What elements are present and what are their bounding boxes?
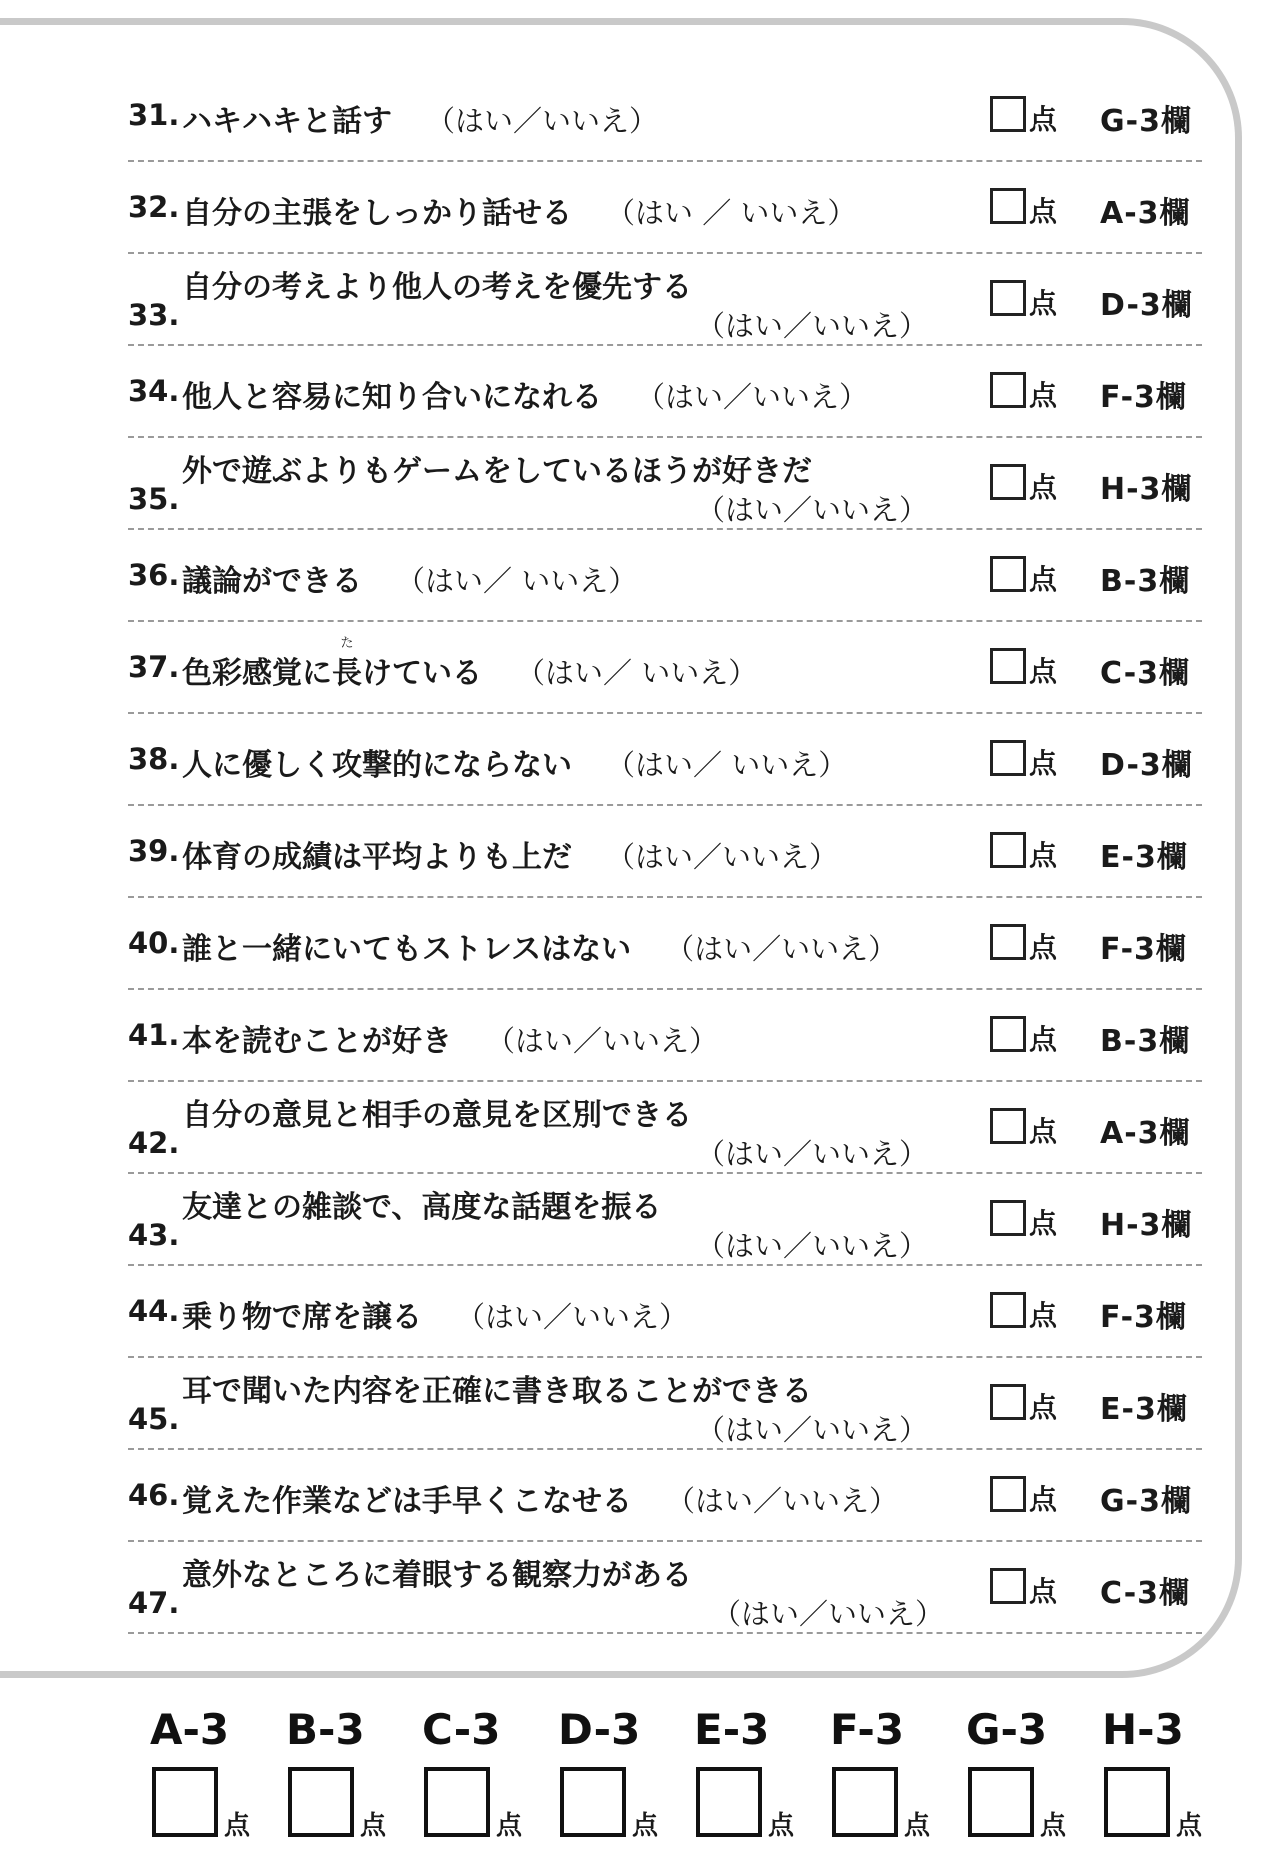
yes-no-choice[interactable]: （はい ／ いいえ）	[606, 196, 857, 230]
summary-score-box[interactable]	[560, 1767, 626, 1837]
score-box[interactable]	[990, 1568, 1026, 1604]
score-box[interactable]	[990, 1476, 1026, 1512]
column-ref: B-3欄	[1100, 564, 1191, 599]
question-row	[128, 254, 1202, 346]
question-row	[128, 1358, 1202, 1450]
point-label: 点	[1029, 1575, 1058, 1608]
column-ref: G-3欄	[1100, 104, 1192, 139]
score-box[interactable]	[990, 740, 1026, 776]
yes-no-choice[interactable]: （はい／いいえ）	[606, 840, 839, 874]
question-row	[128, 714, 1202, 806]
question-number: 35.	[128, 482, 180, 516]
question-row	[128, 1542, 1202, 1634]
column-ref: A-3欄	[1100, 196, 1191, 231]
summary-point-label: 点	[496, 1811, 523, 1841]
summary-point-label: 点	[768, 1811, 795, 1841]
question-number: 45.	[128, 1402, 180, 1436]
summary-point-label: 点	[904, 1811, 931, 1841]
point-label: 点	[1029, 839, 1058, 872]
point-label: 点	[1029, 747, 1058, 780]
question-text: ハキハキと話す （はい／いいえ）	[182, 104, 659, 139]
score-box[interactable]	[990, 1200, 1026, 1236]
question-row	[128, 70, 1202, 162]
question-text: 覚えた作業などは手早くこなせる （はい／いいえ）	[182, 1484, 899, 1519]
ruby-annotation: た 長	[332, 636, 362, 691]
question-text: 他人と容易に知り合いになれる （はい／いいえ）	[182, 380, 869, 415]
question-number: 38.	[128, 742, 180, 776]
question-number: 41.	[128, 1018, 180, 1052]
question-text: 体育の成績は平均よりも上だ （はい／いいえ）	[182, 840, 839, 875]
point-label: 点	[1029, 1207, 1058, 1240]
score-box[interactable]	[990, 280, 1026, 316]
score-box[interactable]	[990, 648, 1026, 684]
question-text: 乗り物で席を譲る （はい／いいえ）	[182, 1300, 689, 1335]
yes-no-choice[interactable]: （はい／いいえ）	[712, 1597, 945, 1631]
point-label: 点	[1029, 1391, 1058, 1424]
question-number: 43.	[128, 1218, 180, 1252]
yes-no-choice[interactable]: （はい／いいえ）	[696, 309, 929, 343]
score-box[interactable]	[990, 188, 1026, 224]
yes-no-choice[interactable]: （はい／いいえ）	[456, 1300, 689, 1334]
column-ref: H-3欄	[1100, 472, 1193, 507]
question-number: 40.	[128, 926, 180, 960]
question-text: 自分の考えより他人の考えを優先する	[182, 270, 692, 305]
question-row	[128, 622, 1202, 714]
column-ref: F-3欄	[1100, 380, 1187, 415]
question-text: 本を読むことが好き （はい／いいえ）	[182, 1024, 719, 1059]
score-box[interactable]	[990, 96, 1026, 132]
summary-label: D-3	[558, 1705, 641, 1754]
question-number: 39.	[128, 834, 180, 868]
score-box[interactable]	[990, 1384, 1026, 1420]
question-text: 人に優しく攻撃的にならない （はい／ いいえ）	[182, 748, 848, 783]
question-number: 34.	[128, 374, 180, 408]
question-row	[128, 1174, 1202, 1266]
score-box[interactable]	[990, 1016, 1026, 1052]
summary-score-box[interactable]	[832, 1767, 898, 1837]
column-ref: D-3欄	[1100, 748, 1193, 783]
summary-score-box[interactable]	[968, 1767, 1034, 1837]
question-row	[128, 346, 1202, 438]
point-label: 点	[1029, 471, 1058, 504]
summary-score-box[interactable]	[288, 1767, 354, 1837]
point-label: 点	[1029, 655, 1058, 688]
yes-no-choice[interactable]: （はい／ いいえ）	[396, 564, 638, 598]
summary-point-label: 点	[1176, 1811, 1203, 1841]
yes-no-choice[interactable]: （はい／いいえ）	[696, 1229, 929, 1263]
column-ref: E-3欄	[1100, 840, 1188, 875]
question-number: 33.	[128, 298, 180, 332]
column-ref: A-3欄	[1100, 1116, 1191, 1151]
yes-no-choice[interactable]: （はい／いいえ）	[696, 493, 929, 527]
summary-score-box[interactable]	[424, 1767, 490, 1837]
yes-no-choice[interactable]: （はい／いいえ）	[666, 1484, 899, 1518]
question-number: 44.	[128, 1294, 180, 1328]
yes-no-choice[interactable]: （はい／ いいえ）	[606, 748, 848, 782]
score-box[interactable]	[990, 372, 1026, 408]
column-ref: F-3欄	[1100, 1300, 1187, 1335]
question-number: 46.	[128, 1478, 180, 1512]
question-number: 42.	[128, 1126, 180, 1160]
score-box[interactable]	[990, 556, 1026, 592]
point-label: 点	[1029, 103, 1058, 136]
point-label: 点	[1029, 1299, 1058, 1332]
yes-no-choice[interactable]: （はい／いいえ）	[665, 932, 898, 966]
question-text: 耳で聞いた内容を正確に書き取ることができる	[182, 1374, 812, 1409]
question-text: 外で遊ぶよりもゲームをしているほうが好きだ	[182, 454, 812, 489]
summary-label: A-3	[150, 1705, 230, 1754]
summary-point-label: 点	[360, 1811, 387, 1841]
question-row	[128, 990, 1202, 1082]
question-text: 誰と一緒にいてもストレスはない （はい／いいえ）	[182, 932, 898, 967]
summary-label: E-3	[694, 1705, 770, 1754]
point-label: 点	[1029, 287, 1058, 320]
summary-label: F-3	[830, 1705, 905, 1754]
summary-label: B-3	[286, 1705, 365, 1754]
column-ref: C-3欄	[1100, 656, 1191, 691]
yes-no-choice[interactable]: （はい／いいえ）	[696, 1413, 929, 1447]
yes-no-choice[interactable]: （はい／ いいえ）	[516, 656, 758, 690]
question-text: 議論ができる （はい／ いいえ）	[182, 564, 638, 599]
summary-label: G-3	[966, 1705, 1048, 1754]
point-label: 点	[1029, 195, 1058, 228]
question-row	[128, 806, 1202, 898]
score-box[interactable]	[990, 1108, 1026, 1144]
column-ref: H-3欄	[1100, 1208, 1193, 1243]
yes-no-choice[interactable]: （はい／いいえ）	[636, 380, 869, 414]
column-ref: B-3欄	[1100, 1024, 1191, 1059]
question-number: 37.	[128, 650, 180, 684]
question-list	[128, 70, 1202, 1634]
question-row	[128, 438, 1202, 530]
yes-no-choice[interactable]: （はい／いいえ）	[426, 104, 659, 138]
point-label: 点	[1029, 1483, 1058, 1516]
score-box[interactable]	[990, 1292, 1026, 1328]
question-text: 色彩感覚に た 長けている （はい／ いいえ）	[182, 636, 758, 691]
score-box[interactable]	[990, 924, 1026, 960]
column-ref: F-3欄	[1100, 932, 1187, 967]
question-text: 友達との雑談で、高度な話題を振る	[182, 1190, 662, 1225]
summary-point-label: 点	[1040, 1811, 1067, 1841]
question-row	[128, 1266, 1202, 1358]
summary-point-label: 点	[224, 1811, 251, 1841]
question-row	[128, 1450, 1202, 1542]
summary-label: C-3	[422, 1705, 501, 1754]
question-number: 31.	[128, 98, 180, 132]
question-row	[128, 1082, 1202, 1174]
question-row	[128, 530, 1202, 622]
summary-score-box[interactable]	[1104, 1767, 1170, 1837]
summary-score-box[interactable]	[152, 1767, 218, 1837]
summary-point-label: 点	[632, 1811, 659, 1841]
question-text: 自分の主張をしっかり話せる （はい ／ いいえ）	[182, 196, 857, 231]
question-number: 36.	[128, 558, 180, 592]
column-ref: D-3欄	[1100, 288, 1193, 323]
question-number: 32.	[128, 190, 180, 224]
point-label: 点	[1029, 931, 1058, 964]
column-ref: C-3欄	[1100, 1576, 1191, 1611]
question-row	[128, 162, 1202, 254]
question-text: 自分の意見と相手の意見を区別できる	[182, 1098, 692, 1133]
column-ref: G-3欄	[1100, 1484, 1192, 1519]
point-label: 点	[1029, 379, 1058, 412]
question-row	[128, 898, 1202, 990]
point-label: 点	[1029, 563, 1058, 596]
question-text: 意外なところに着眼する観察力がある	[182, 1558, 692, 1593]
point-label: 点	[1029, 1023, 1058, 1056]
column-ref: E-3欄	[1100, 1392, 1188, 1427]
score-box[interactable]	[990, 832, 1026, 868]
point-label: 点	[1029, 1115, 1058, 1148]
summary-scores	[140, 1705, 1220, 1855]
summary-label: H-3	[1102, 1705, 1184, 1754]
yes-no-choice[interactable]: （はい／いいえ）	[486, 1024, 719, 1058]
yes-no-choice[interactable]: （はい／いいえ）	[696, 1137, 929, 1171]
question-number: 47.	[128, 1586, 180, 1620]
score-box[interactable]	[990, 464, 1026, 500]
summary-score-box[interactable]	[696, 1767, 762, 1837]
